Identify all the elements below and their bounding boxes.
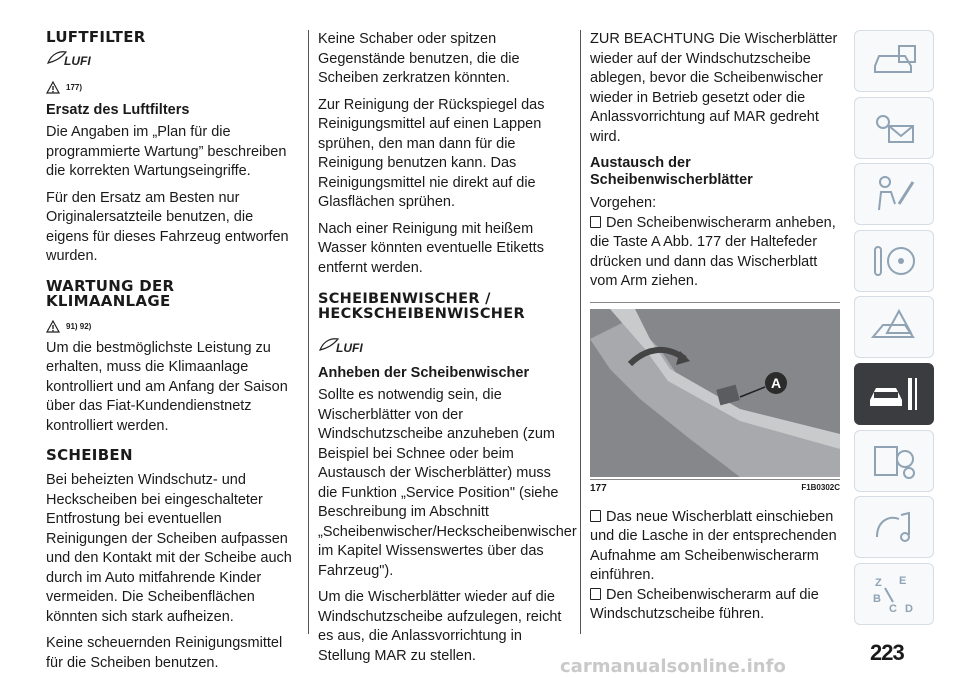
technical-data-icon [869, 441, 919, 481]
tab-starting-driving[interactable] [854, 230, 934, 292]
warning-triangle-icon [46, 81, 60, 94]
section-title-scheiben: SCHEIBEN [46, 446, 133, 464]
svg-text:LUFI: LUFI [336, 341, 363, 355]
starting-driving-icon [869, 241, 919, 281]
chapter-tabs [854, 30, 934, 629]
subheading-ersatz: Ersatz des Luftfilters [46, 102, 190, 118]
tab-maintenance[interactable] [854, 363, 934, 425]
warning-ref-row [46, 311, 298, 333]
step-text: Den Scheibenwischerarm anheben, die Taste A Abb. 177 der Haltefeder drücken und dann das Wischerblatt vom Arm ziehen. [590, 214, 836, 289]
tab-index[interactable] [854, 563, 934, 625]
svg-text:LUFI: LUFI [64, 54, 91, 68]
paragraph: Bei beheizten Windschutz- und Heckscheiben bei eingeschalteter Entfrostung bei eventuellen Reinigungen der Scheiben aufpassen und den Kontakt mit der Scheibe auch durch im Auto mitfahrende Kinder vermeiden. Die Scheibenflächen könnten sich stark aufheizen. [46, 472, 292, 625]
checkbox-bullet-icon [590, 216, 601, 228]
paragraph: Zur Reinigung der Rückspiegel das Reinigungsmittel auf einen Lappen sprühen, den man dann für die Reinigung benutzen kann. Das Reinigungsmittel nie direkt auf die Glasflächen sprühen. [318, 96, 545, 210]
tab-safety[interactable] [854, 163, 934, 225]
section-title-scheibenwischer: SCHEIBENWISCHER / HECKSCHEIBENWISCHER [318, 291, 525, 322]
eco-leaf-icon [46, 49, 91, 68]
page-number: 223 [870, 640, 904, 665]
tab-warning-lights[interactable] [854, 97, 934, 159]
warning-lights-icon [869, 108, 919, 148]
svg-text:C: C [889, 602, 897, 615]
emergency-icon [869, 307, 919, 347]
multimedia-icon [869, 507, 919, 547]
paragraph: Keine scheuernden Reinigungsmittel für die Scheiben benutzen. [46, 635, 283, 671]
figure-image [590, 309, 840, 477]
column-divider [308, 30, 309, 634]
watermark-footer: carmanualsonline.info [560, 656, 786, 677]
paragraph: Keine Schaber oder spitzen Gegenstände benutzen, die die Scheiben zerkratzen könnten. [318, 31, 520, 86]
subheading-austausch: Austausch der Scheibenwischerblätter [590, 155, 753, 188]
figure-code: F1B0302C [801, 482, 840, 492]
eco-leaf-icon [318, 336, 363, 355]
warning-reference: 91) 92) [66, 321, 92, 331]
maintenance-icon [866, 374, 922, 414]
wiper-arm-illustration [590, 309, 840, 477]
column-1 [46, 30, 298, 673]
warning-ref-row [46, 72, 298, 94]
column-3 [590, 30, 840, 625]
warning-reference: 177) [66, 83, 83, 92]
step-text: Den Scheibenwischerarm auf die Windschutzscheibe führen. [590, 586, 819, 622]
list-item [590, 214, 840, 292]
column-2 [318, 30, 577, 666]
paragraph: ZUR BEACHTUNG Die Wischerblätter wieder auf der Windschutzscheibe ablegen, bevor die Scheibenwischer wieder in Betrieb gesetzt oder die Anlassvorrichtung auf MAR gedreht wird. [590, 31, 838, 145]
safety-icon [869, 174, 919, 214]
paragraph: Um die bestmöglichste Leistung zu erhalten, muss die Klimaanlage kontrolliert und am Anfang der Saison über das Fiat-Kundendienstnetz kontrolliert werden. [46, 339, 288, 434]
index-icon [869, 572, 919, 616]
figure-caption [590, 479, 840, 494]
tab-technical-data[interactable] [854, 430, 934, 492]
paragraph: Um die Wischerblätter wieder auf die Windschutzscheibe aufzulegen, reicht es aus, die Anlassvorrichtung in Stellung MAR zu stellen. [318, 589, 562, 664]
tab-multimedia[interactable] [854, 496, 934, 558]
paragraph: Sollte es notwendig sein, die Wischerblätter von der Windschutzscheibe anzuheben (zum Beispiel bei Schnee oder beim Austausch der Wischerblätter) muss die Funktion „Service Position" (siehe Beschreibung im Abschnitt „Scheibenwischer/Heckscheibenwischer im Kapitel Wissenswertes über das Fahrzeug"). [318, 387, 577, 579]
svg-text:D: D [905, 602, 913, 615]
section-title-luftfilter: LUFTFILTER [46, 28, 146, 46]
paragraph: Die Angaben im „Plan für die programmierte Wartung” beschreiben die korrekten Wartungseingriffe. [46, 124, 287, 179]
warning-triangle-icon [46, 320, 60, 333]
list-item [590, 508, 840, 586]
svg-text:B: B [873, 592, 881, 605]
tab-emergency[interactable] [854, 296, 934, 358]
column-divider [580, 30, 581, 634]
figure-number: 177 [590, 482, 607, 494]
tab-car-info[interactable] [854, 30, 934, 92]
checkbox-bullet-icon [590, 510, 601, 522]
subheading-anheben: Anheben der Scheibenwischer [318, 365, 530, 381]
paragraph: Vorgehen: [590, 195, 657, 211]
paragraph: Für den Ersatz am Besten nur Originalersatzteile benutzen, die eigens für dieses Fahrzeug entworfen wurden. [46, 189, 289, 264]
car-info-icon [869, 44, 919, 78]
figure [590, 302, 840, 494]
paragraph: Nach einer Reinigung mit heißem Wasser könnten eventuelle Etiketts entfernt werden. [318, 220, 544, 276]
svg-text:Z: Z [875, 576, 882, 589]
list-item [590, 586, 840, 625]
checkbox-bullet-icon [590, 588, 601, 600]
section-title-klimaanlage: WARTUNG DER KLIMAANLAGE [46, 276, 175, 310]
svg-text:E: E [899, 574, 907, 587]
step-text: Das neue Wischerblatt einschieben und die Lasche in der entsprechenden Aufnahme am Scheibenwischerarm einführen. [590, 508, 837, 583]
figure-label-a: A [770, 374, 782, 391]
